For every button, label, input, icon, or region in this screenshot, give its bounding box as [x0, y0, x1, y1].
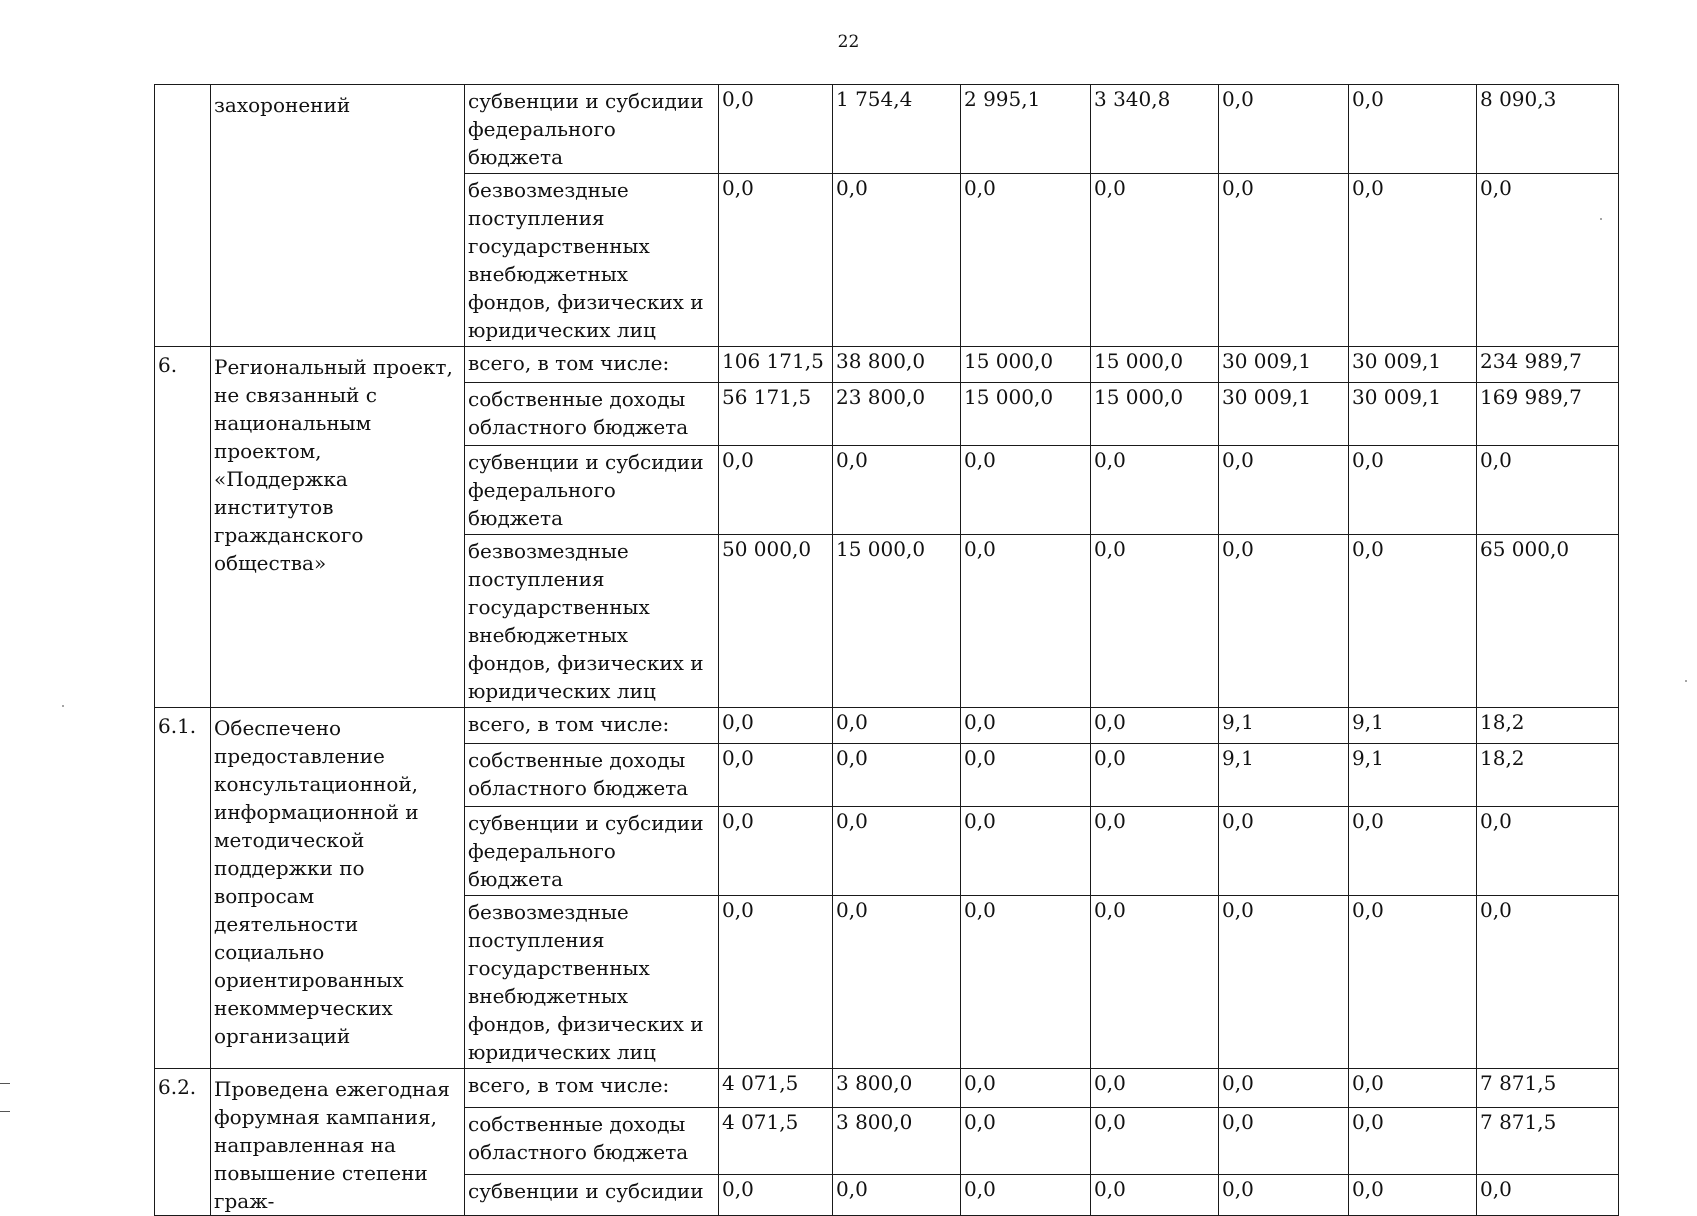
table-row [155, 1069, 1619, 1108]
value-cell: 0,0 [719, 1175, 833, 1216]
value-cell: 9,1 [1219, 708, 1349, 744]
value-cell: 0,0 [961, 1107, 1091, 1175]
value-cell: 0,0 [1091, 1107, 1219, 1175]
value-cell: 30 009,1 [1349, 383, 1477, 446]
value-cell: 0,0 [719, 446, 833, 535]
value-cell: 15 000,0 [1091, 383, 1219, 446]
funding-source-cell: безвозмездные поступления государственных внебюджетных фондов, физических и юридических лиц [465, 535, 719, 708]
funding-source-cell: собственные доходы областного бюджета [465, 744, 719, 807]
funding-source-cell: безвозмездные поступления государственных внебюджетных фондов, физических и юридических лиц [465, 174, 719, 347]
scan-dot [1600, 218, 1602, 220]
value-cell: 0,0 [1091, 1175, 1219, 1216]
row-index-cell: 6.1. [155, 708, 211, 1069]
value-cell: 0,0 [1219, 807, 1349, 896]
value-cell: 15 000,0 [961, 383, 1091, 446]
value-cell: 0,0 [1091, 896, 1219, 1069]
funding-source-cell: безвозмездные поступления государственных внебюджетных фондов, физических и юридических лиц [465, 896, 719, 1069]
value-cell: 9,1 [1349, 708, 1477, 744]
page-number: 22 [837, 32, 860, 52]
row-index-cell: 6. [155, 347, 211, 708]
value-cell: 0,0 [961, 807, 1091, 896]
total-cell: 18,2 [1477, 708, 1619, 744]
funding-source-cell: субвенции и субсидии [465, 1175, 719, 1216]
funding-source-cell: всего, в том числе: [465, 347, 719, 383]
value-cell: 0,0 [1349, 896, 1477, 1069]
value-cell: 0,0 [961, 744, 1091, 807]
row-index-cell: 6.2. [155, 1069, 211, 1216]
scan-dot [1685, 680, 1687, 682]
item-name-cell: Обеспечено предоставление консультационной, информационной и методической поддержки по вопросам деятельности социально ориентированных некоммерческих организаций [211, 708, 465, 1069]
funding-source-cell: собственные доходы областного бюджета [465, 383, 719, 446]
value-cell: 106 171,5 [719, 347, 833, 383]
funding-source-cell: собственные доходы областного бюджета [465, 1107, 719, 1175]
value-cell: 0,0 [833, 1175, 961, 1216]
value-cell: 0,0 [1091, 446, 1219, 535]
value-cell: 0,0 [1349, 535, 1477, 708]
value-cell: 2 995,1 [961, 85, 1091, 174]
value-cell: 0,0 [1219, 1175, 1349, 1216]
total-cell: 0,0 [1477, 1175, 1619, 1216]
total-cell: 0,0 [1477, 807, 1619, 896]
funding-source-cell: всего, в том числе: [465, 708, 719, 744]
value-cell: 0,0 [719, 708, 833, 744]
value-cell: 0,0 [1091, 1069, 1219, 1108]
value-cell: 0,0 [1219, 446, 1349, 535]
value-cell: 23 800,0 [833, 383, 961, 446]
scan-mark [0, 1111, 10, 1112]
table-row [155, 85, 1619, 174]
total-cell: 0,0 [1477, 446, 1619, 535]
value-cell: 0,0 [961, 535, 1091, 708]
value-cell: 0,0 [1091, 744, 1219, 807]
value-cell: 0,0 [1091, 535, 1219, 708]
value-cell: 0,0 [1091, 807, 1219, 896]
value-cell: 0,0 [1091, 708, 1219, 744]
total-cell: 18,2 [1477, 744, 1619, 807]
value-cell: 9,1 [1219, 744, 1349, 807]
value-cell: 0,0 [833, 446, 961, 535]
value-cell: 0,0 [961, 1069, 1091, 1108]
value-cell: 0,0 [719, 744, 833, 807]
value-cell: 0,0 [719, 896, 833, 1069]
value-cell: 50 000,0 [719, 535, 833, 708]
total-cell: 0,0 [1477, 896, 1619, 1069]
value-cell: 0,0 [1219, 896, 1349, 1069]
value-cell: 0,0 [833, 896, 961, 1069]
value-cell: 30 009,1 [1219, 383, 1349, 446]
item-name-cell: захоронений [211, 85, 465, 347]
value-cell: 3 800,0 [833, 1107, 961, 1175]
value-cell: 0,0 [719, 85, 833, 174]
value-cell: 0,0 [719, 174, 833, 347]
row-index-cell [155, 85, 211, 347]
table-row [155, 708, 1619, 744]
value-cell: 9,1 [1349, 744, 1477, 807]
value-cell: 4 071,5 [719, 1107, 833, 1175]
value-cell: 0,0 [1349, 807, 1477, 896]
funding-source-cell: всего, в том числе: [465, 1069, 719, 1108]
total-cell: 65 000,0 [1477, 535, 1619, 708]
scan-mark [0, 1083, 10, 1084]
value-cell: 0,0 [1349, 1107, 1477, 1175]
value-cell: 0,0 [961, 708, 1091, 744]
value-cell: 15 000,0 [1091, 347, 1219, 383]
value-cell: 0,0 [719, 807, 833, 896]
value-cell: 15 000,0 [833, 535, 961, 708]
value-cell: 0,0 [1349, 1069, 1477, 1108]
value-cell: 0,0 [1349, 1175, 1477, 1216]
total-cell: 234 989,7 [1477, 347, 1619, 383]
value-cell: 0,0 [961, 1175, 1091, 1216]
item-name-cell: Проведена ежегодная форумная кампания, направленная на повышение степени граж- [211, 1069, 465, 1216]
value-cell: 3 340,8 [1091, 85, 1219, 174]
value-cell: 0,0 [961, 896, 1091, 1069]
value-cell: 0,0 [1219, 1107, 1349, 1175]
value-cell: 0,0 [833, 807, 961, 896]
value-cell: 0,0 [1219, 174, 1349, 347]
value-cell: 0,0 [1219, 535, 1349, 708]
value-cell: 56 171,5 [719, 383, 833, 446]
value-cell: 0,0 [1219, 1069, 1349, 1108]
value-cell: 0,0 [1091, 174, 1219, 347]
total-cell: 169 989,7 [1477, 383, 1619, 446]
value-cell: 0,0 [961, 446, 1091, 535]
value-cell: 1 754,4 [833, 85, 961, 174]
value-cell: 0,0 [961, 174, 1091, 347]
value-cell: 0,0 [1349, 174, 1477, 347]
value-cell: 30 009,1 [1349, 347, 1477, 383]
value-cell: 38 800,0 [833, 347, 961, 383]
funding-source-cell: субвенции и субсидии федерального бюджета [465, 446, 719, 535]
value-cell: 4 071,5 [719, 1069, 833, 1108]
value-cell: 0,0 [833, 174, 961, 347]
total-cell: 8 090,3 [1477, 85, 1619, 174]
total-cell: 7 871,5 [1477, 1107, 1619, 1175]
value-cell: 0,0 [1349, 85, 1477, 174]
value-cell: 0,0 [833, 744, 961, 807]
value-cell: 0,0 [1219, 85, 1349, 174]
total-cell: 0,0 [1477, 174, 1619, 347]
total-cell: 7 871,5 [1477, 1069, 1619, 1108]
value-cell: 30 009,1 [1219, 347, 1349, 383]
value-cell: 0,0 [833, 708, 961, 744]
funding-source-cell: субвенции и субсидии федерального бюджета [465, 807, 719, 896]
item-name-cell: Региональный проект, не связанный с национальным проектом, «Поддержка институтов гражданского общества» [211, 347, 465, 708]
value-cell: 15 000,0 [961, 347, 1091, 383]
value-cell: 0,0 [1349, 446, 1477, 535]
funding-table [154, 84, 1619, 1216]
scan-dot [62, 705, 64, 707]
table-row [155, 347, 1619, 383]
funding-source-cell: субвенции и субсидии федерального бюджета [465, 85, 719, 174]
value-cell: 3 800,0 [833, 1069, 961, 1108]
